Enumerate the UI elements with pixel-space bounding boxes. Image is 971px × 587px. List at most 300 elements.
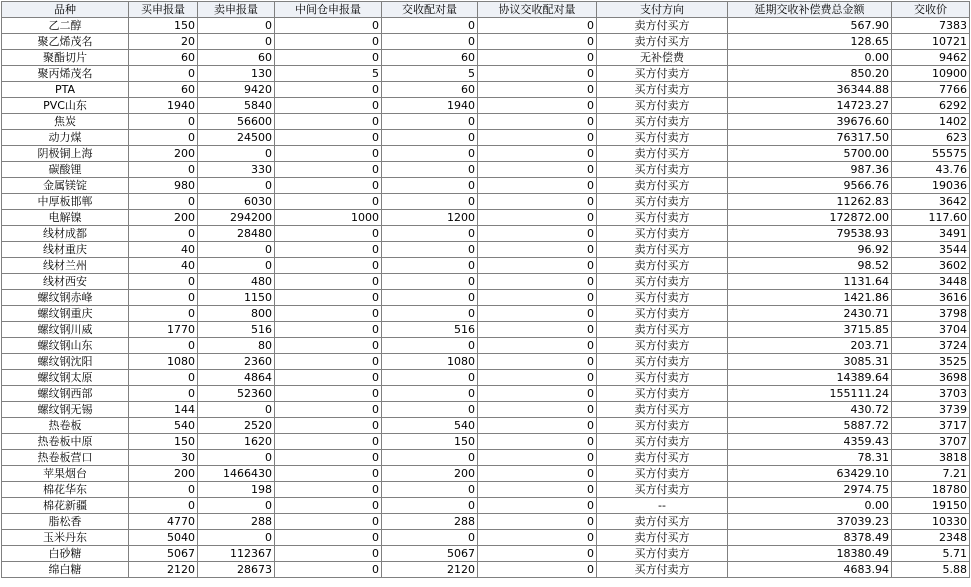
cell-payment-direction: 卖方付买方 [597, 450, 728, 466]
cell-agreement-matched: 0 [478, 386, 597, 402]
cell-deferred-compensation-total: 39676.60 [728, 114, 892, 130]
cell-intermediate-declared: 5 [275, 66, 382, 82]
cell-variety: 螺纹钢重庆 [2, 306, 129, 322]
cell-payment-direction: 买方付卖方 [597, 434, 728, 450]
cell-sell-declared: 2520 [198, 418, 275, 434]
cell-agreement-matched: 0 [478, 530, 597, 546]
cell-sell-declared: 4864 [198, 370, 275, 386]
cell-deferred-compensation-total: 1131.64 [728, 274, 892, 290]
cell-intermediate-declared: 0 [275, 50, 382, 66]
cell-sell-declared: 0 [198, 530, 275, 546]
cell-deferred-compensation-total: 850.20 [728, 66, 892, 82]
cell-agreement-matched: 0 [478, 466, 597, 482]
cell-buy-declared: 2120 [129, 562, 198, 578]
cell-intermediate-declared: 0 [275, 146, 382, 162]
cell-variety: 螺纹钢山东 [2, 338, 129, 354]
cell-delivery-price: 3616 [892, 290, 970, 306]
cell-buy-declared: 200 [129, 210, 198, 226]
cell-delivery-matched: 0 [382, 258, 478, 274]
cell-deferred-compensation-total: 79538.93 [728, 226, 892, 242]
cell-payment-direction: 卖方付买方 [597, 146, 728, 162]
cell-variety: 螺纹钢赤峰 [2, 290, 129, 306]
cell-delivery-price: 5.71 [892, 546, 970, 562]
cell-buy-declared: 150 [129, 18, 198, 34]
cell-intermediate-declared: 0 [275, 338, 382, 354]
table-row [2, 322, 970, 338]
cell-payment-direction: 买方付卖方 [597, 466, 728, 482]
cell-variety: 螺纹钢西部 [2, 386, 129, 402]
cell-delivery-price: 43.76 [892, 162, 970, 178]
cell-delivery-price: 3491 [892, 226, 970, 242]
cell-agreement-matched: 0 [478, 418, 597, 434]
table-row [2, 242, 970, 258]
cell-deferred-compensation-total: 5887.72 [728, 418, 892, 434]
cell-delivery-price: 10721 [892, 34, 970, 50]
cell-sell-declared: 198 [198, 482, 275, 498]
table-row [2, 498, 970, 514]
cell-buy-declared: 5067 [129, 546, 198, 562]
cell-delivery-price: 117.60 [892, 210, 970, 226]
cell-payment-direction: 买方付卖方 [597, 546, 728, 562]
cell-deferred-compensation-total: 14389.64 [728, 370, 892, 386]
table-row [2, 306, 970, 322]
cell-buy-declared: 0 [129, 226, 198, 242]
cell-delivery-matched: 0 [382, 402, 478, 418]
cell-payment-direction: 买方付卖方 [597, 226, 728, 242]
table-row [2, 546, 970, 562]
cell-variety: 动力煤 [2, 130, 129, 146]
cell-buy-declared: 20 [129, 34, 198, 50]
cell-delivery-price: 6292 [892, 98, 970, 114]
cell-delivery-matched: 0 [382, 178, 478, 194]
cell-intermediate-declared: 0 [275, 562, 382, 578]
column-header-delivery-matched[interactable]: 交收配对量 [382, 2, 478, 18]
cell-intermediate-declared: 0 [275, 498, 382, 514]
cell-payment-direction: 卖方付买方 [597, 18, 728, 34]
cell-variety: 苹果烟台 [2, 466, 129, 482]
cell-variety: 脂松香 [2, 514, 129, 530]
cell-sell-declared: 480 [198, 274, 275, 290]
cell-payment-direction: 卖方付买方 [597, 258, 728, 274]
cell-variety: 电解镍 [2, 210, 129, 226]
cell-delivery-price: 7383 [892, 18, 970, 34]
cell-deferred-compensation-total: 37039.23 [728, 514, 892, 530]
cell-intermediate-declared: 0 [275, 306, 382, 322]
table-row [2, 402, 970, 418]
cell-sell-declared: 5840 [198, 98, 275, 114]
cell-delivery-price: 3818 [892, 450, 970, 466]
cell-variety: 线材西安 [2, 274, 129, 290]
cell-payment-direction: 买方付卖方 [597, 370, 728, 386]
cell-delivery-matched: 60 [382, 82, 478, 98]
cell-payment-direction: 买方付卖方 [597, 386, 728, 402]
cell-delivery-price: 9462 [892, 50, 970, 66]
cell-buy-declared: 30 [129, 450, 198, 466]
cell-intermediate-declared: 0 [275, 114, 382, 130]
cell-delivery-matched: 0 [382, 498, 478, 514]
cell-sell-declared: 60 [198, 50, 275, 66]
settlement-table [1, 1, 970, 578]
cell-delivery-price: 7766 [892, 82, 970, 98]
cell-payment-direction: 卖方付买方 [597, 402, 728, 418]
table-row [2, 274, 970, 290]
cell-deferred-compensation-total: 8378.49 [728, 530, 892, 546]
cell-variety: 螺纹钢太原 [2, 370, 129, 386]
cell-sell-declared: 800 [198, 306, 275, 322]
column-header-variety[interactable]: 品种 [2, 2, 129, 18]
cell-delivery-matched: 540 [382, 418, 478, 434]
cell-deferred-compensation-total: 203.71 [728, 338, 892, 354]
cell-delivery-matched: 0 [382, 34, 478, 50]
cell-intermediate-declared: 0 [275, 546, 382, 562]
cell-intermediate-declared: 0 [275, 290, 382, 306]
cell-payment-direction: 买方付卖方 [597, 562, 728, 578]
cell-intermediate-declared: 0 [275, 530, 382, 546]
cell-payment-direction: 卖方付买方 [597, 322, 728, 338]
cell-delivery-matched: 0 [382, 482, 478, 498]
cell-buy-declared: 1080 [129, 354, 198, 370]
cell-intermediate-declared: 0 [275, 402, 382, 418]
cell-delivery-price: 1402 [892, 114, 970, 130]
cell-variety: 棉花新疆 [2, 498, 129, 514]
cell-intermediate-declared: 0 [275, 418, 382, 434]
cell-buy-declared: 1770 [129, 322, 198, 338]
cell-variety: PVC山东 [2, 98, 129, 114]
cell-intermediate-declared: 0 [275, 450, 382, 466]
cell-delivery-matched: 0 [382, 530, 478, 546]
cell-agreement-matched: 0 [478, 482, 597, 498]
cell-delivery-matched: 0 [382, 386, 478, 402]
cell-delivery-price: 3525 [892, 354, 970, 370]
cell-intermediate-declared: 0 [275, 194, 382, 210]
cell-variety: PTA [2, 82, 129, 98]
cell-delivery-matched: 5067 [382, 546, 478, 562]
table-row [2, 450, 970, 466]
cell-agreement-matched: 0 [478, 210, 597, 226]
cell-payment-direction: 买方付卖方 [597, 306, 728, 322]
cell-intermediate-declared: 0 [275, 226, 382, 242]
cell-sell-declared: 516 [198, 322, 275, 338]
table-row [2, 386, 970, 402]
cell-variety: 线材成都 [2, 226, 129, 242]
cell-variety: 棉花华东 [2, 482, 129, 498]
cell-agreement-matched: 0 [478, 50, 597, 66]
cell-deferred-compensation-total: 430.72 [728, 402, 892, 418]
column-header-buy-declared[interactable]: 买申报量 [129, 2, 198, 18]
cell-deferred-compensation-total: 567.90 [728, 18, 892, 34]
cell-delivery-matched: 0 [382, 18, 478, 34]
cell-intermediate-declared: 0 [275, 386, 382, 402]
table-row [2, 562, 970, 578]
cell-payment-direction: 买方付卖方 [597, 82, 728, 98]
cell-deferred-compensation-total: 172872.00 [728, 210, 892, 226]
cell-agreement-matched: 0 [478, 274, 597, 290]
table-row [2, 434, 970, 450]
cell-buy-declared: 0 [129, 194, 198, 210]
column-header-sell-declared[interactable]: 卖申报量 [198, 2, 275, 18]
cell-delivery-price: 3724 [892, 338, 970, 354]
cell-payment-direction: 买方付卖方 [597, 130, 728, 146]
cell-variety: 中厚板邯郸 [2, 194, 129, 210]
cell-intermediate-declared: 0 [275, 354, 382, 370]
cell-buy-declared: 540 [129, 418, 198, 434]
table-body [2, 18, 970, 578]
cell-delivery-price: 3448 [892, 274, 970, 290]
cell-agreement-matched: 0 [478, 130, 597, 146]
cell-sell-declared: 330 [198, 162, 275, 178]
cell-deferred-compensation-total: 4359.43 [728, 434, 892, 450]
table-row [2, 530, 970, 546]
cell-payment-direction: 卖方付买方 [597, 34, 728, 50]
cell-deferred-compensation-total: 14723.27 [728, 98, 892, 114]
cell-buy-declared: 0 [129, 274, 198, 290]
cell-intermediate-declared: 0 [275, 130, 382, 146]
cell-variety: 白砂糖 [2, 546, 129, 562]
cell-variety: 玉米丹东 [2, 530, 129, 546]
cell-payment-direction: 卖方付买方 [597, 530, 728, 546]
cell-variety: 乙二醇 [2, 18, 129, 34]
table-row [2, 482, 970, 498]
table-row [2, 98, 970, 114]
cell-delivery-matched: 2120 [382, 562, 478, 578]
column-header-delivery-price[interactable]: 交收价 [892, 2, 970, 18]
cell-delivery-matched: 0 [382, 370, 478, 386]
table-row [2, 194, 970, 210]
cell-intermediate-declared: 0 [275, 434, 382, 450]
cell-payment-direction: 买方付卖方 [597, 210, 728, 226]
cell-agreement-matched: 0 [478, 354, 597, 370]
cell-agreement-matched: 0 [478, 546, 597, 562]
cell-delivery-price: 3704 [892, 322, 970, 338]
cell-intermediate-declared: 0 [275, 466, 382, 482]
cell-sell-declared: 0 [198, 242, 275, 258]
cell-delivery-matched: 150 [382, 434, 478, 450]
cell-agreement-matched: 0 [478, 226, 597, 242]
cell-deferred-compensation-total: 36344.88 [728, 82, 892, 98]
cell-buy-declared: 1940 [129, 98, 198, 114]
cell-agreement-matched: 0 [478, 178, 597, 194]
cell-variety: 螺纹钢川威 [2, 322, 129, 338]
cell-sell-declared: 1150 [198, 290, 275, 306]
cell-agreement-matched: 0 [478, 242, 597, 258]
cell-agreement-matched: 0 [478, 194, 597, 210]
cell-agreement-matched: 0 [478, 146, 597, 162]
cell-payment-direction: 买方付卖方 [597, 274, 728, 290]
cell-delivery-price: 3602 [892, 258, 970, 274]
cell-variety: 碳酸锂 [2, 162, 129, 178]
cell-agreement-matched: 0 [478, 34, 597, 50]
cell-intermediate-declared: 1000 [275, 210, 382, 226]
cell-intermediate-declared: 0 [275, 82, 382, 98]
cell-variety: 热卷板中原 [2, 434, 129, 450]
cell-deferred-compensation-total: 76317.50 [728, 130, 892, 146]
cell-agreement-matched: 0 [478, 370, 597, 386]
cell-agreement-matched: 0 [478, 562, 597, 578]
table-row [2, 162, 970, 178]
cell-delivery-matched: 516 [382, 322, 478, 338]
cell-intermediate-declared: 0 [275, 322, 382, 338]
cell-deferred-compensation-total: 11262.83 [728, 194, 892, 210]
cell-deferred-compensation-total: 3085.31 [728, 354, 892, 370]
cell-deferred-compensation-total: 96.92 [728, 242, 892, 258]
cell-variety: 绵白糖 [2, 562, 129, 578]
cell-payment-direction: 卖方付买方 [597, 514, 728, 530]
cell-buy-declared: 4770 [129, 514, 198, 530]
cell-deferred-compensation-total: 63429.10 [728, 466, 892, 482]
cell-buy-declared: 150 [129, 434, 198, 450]
cell-payment-direction: 卖方付买方 [597, 242, 728, 258]
cell-sell-declared: 0 [198, 34, 275, 50]
table-row [2, 146, 970, 162]
cell-delivery-price: 623 [892, 130, 970, 146]
cell-intermediate-declared: 0 [275, 258, 382, 274]
cell-intermediate-declared: 0 [275, 98, 382, 114]
cell-sell-declared: 28673 [198, 562, 275, 578]
cell-buy-declared: 0 [129, 162, 198, 178]
table-row [2, 354, 970, 370]
cell-deferred-compensation-total: 0.00 [728, 50, 892, 66]
cell-payment-direction: 卖方付买方 [597, 178, 728, 194]
cell-deferred-compensation-total: 1421.86 [728, 290, 892, 306]
cell-sell-declared: 1620 [198, 434, 275, 450]
cell-deferred-compensation-total: 2974.75 [728, 482, 892, 498]
cell-delivery-matched: 1080 [382, 354, 478, 370]
column-header-deferred-compensation-total[interactable]: 延期交收补偿费总金额 [728, 2, 892, 18]
cell-delivery-price: 3642 [892, 194, 970, 210]
cell-deferred-compensation-total: 4683.94 [728, 562, 892, 578]
cell-sell-declared: 28480 [198, 226, 275, 242]
table-row [2, 50, 970, 66]
table-row [2, 82, 970, 98]
cell-variety: 线材重庆 [2, 242, 129, 258]
cell-variety: 金属镁锭 [2, 178, 129, 194]
cell-deferred-compensation-total: 987.36 [728, 162, 892, 178]
cell-deferred-compensation-total: 98.52 [728, 258, 892, 274]
cell-agreement-matched: 0 [478, 514, 597, 530]
cell-delivery-price: 3739 [892, 402, 970, 418]
cell-buy-declared: 0 [129, 370, 198, 386]
cell-variety: 阴极铜上海 [2, 146, 129, 162]
cell-buy-declared: 0 [129, 66, 198, 82]
table-row [2, 514, 970, 530]
cell-deferred-compensation-total: 78.31 [728, 450, 892, 466]
cell-agreement-matched: 0 [478, 114, 597, 130]
cell-deferred-compensation-total: 9566.76 [728, 178, 892, 194]
cell-sell-declared: 1466430 [198, 466, 275, 482]
cell-sell-declared: 80 [198, 338, 275, 354]
cell-sell-declared: 0 [198, 258, 275, 274]
column-header-payment-direction[interactable]: 支付方向 [597, 2, 728, 18]
table-row [2, 66, 970, 82]
cell-buy-declared: 40 [129, 258, 198, 274]
cell-variety: 线材兰州 [2, 258, 129, 274]
table-row [2, 226, 970, 242]
table-row [2, 370, 970, 386]
cell-intermediate-declared: 0 [275, 514, 382, 530]
cell-buy-declared: 0 [129, 290, 198, 306]
cell-deferred-compensation-total: 155111.24 [728, 386, 892, 402]
cell-delivery-matched: 1200 [382, 210, 478, 226]
cell-payment-direction: 买方付卖方 [597, 354, 728, 370]
cell-delivery-price: 3703 [892, 386, 970, 402]
cell-delivery-price: 5.88 [892, 562, 970, 578]
cell-variety: 螺纹钢沈阳 [2, 354, 129, 370]
cell-deferred-compensation-total: 0.00 [728, 498, 892, 514]
table-row [2, 34, 970, 50]
cell-variety: 聚乙烯茂名 [2, 34, 129, 50]
cell-delivery-matched: 0 [382, 450, 478, 466]
cell-buy-declared: 0 [129, 114, 198, 130]
cell-payment-direction: 买方付卖方 [597, 482, 728, 498]
cell-buy-declared: 200 [129, 146, 198, 162]
table-row [2, 258, 970, 274]
cell-payment-direction: -- [597, 498, 728, 514]
cell-agreement-matched: 0 [478, 434, 597, 450]
cell-variety: 热卷板 [2, 418, 129, 434]
cell-delivery-matched: 0 [382, 338, 478, 354]
cell-sell-declared: 52360 [198, 386, 275, 402]
cell-delivery-price: 3698 [892, 370, 970, 386]
cell-variety: 焦炭 [2, 114, 129, 130]
cell-deferred-compensation-total: 18380.49 [728, 546, 892, 562]
cell-delivery-matched: 60 [382, 50, 478, 66]
cell-delivery-price: 2348 [892, 530, 970, 546]
cell-agreement-matched: 0 [478, 322, 597, 338]
cell-deferred-compensation-total: 3715.85 [728, 322, 892, 338]
cell-agreement-matched: 0 [478, 290, 597, 306]
cell-agreement-matched: 0 [478, 306, 597, 322]
column-header-intermediate-declared[interactable]: 中间仓申报量 [275, 2, 382, 18]
cell-buy-declared: 0 [129, 482, 198, 498]
cell-buy-declared: 0 [129, 498, 198, 514]
table-row [2, 210, 970, 226]
cell-delivery-price: 55575 [892, 146, 970, 162]
cell-buy-declared: 40 [129, 242, 198, 258]
cell-payment-direction: 买方付卖方 [597, 418, 728, 434]
table-row [2, 178, 970, 194]
table-row [2, 418, 970, 434]
cell-delivery-matched: 0 [382, 194, 478, 210]
cell-sell-declared: 24500 [198, 130, 275, 146]
cell-buy-declared: 0 [129, 386, 198, 402]
table-row [2, 338, 970, 354]
cell-variety: 聚丙烯茂名 [2, 66, 129, 82]
cell-intermediate-declared: 0 [275, 370, 382, 386]
cell-delivery-price: 3798 [892, 306, 970, 322]
cell-variety: 聚酯切片 [2, 50, 129, 66]
cell-intermediate-declared: 0 [275, 274, 382, 290]
cell-sell-declared: 6030 [198, 194, 275, 210]
cell-agreement-matched: 0 [478, 450, 597, 466]
cell-sell-declared: 0 [198, 178, 275, 194]
cell-delivery-price: 10330 [892, 514, 970, 530]
cell-delivery-matched: 200 [382, 466, 478, 482]
cell-sell-declared: 56600 [198, 114, 275, 130]
cell-intermediate-declared: 0 [275, 34, 382, 50]
cell-sell-declared: 294200 [198, 210, 275, 226]
cell-sell-declared: 0 [198, 498, 275, 514]
cell-sell-declared: 0 [198, 18, 275, 34]
table-row [2, 18, 970, 34]
cell-delivery-price: 19036 [892, 178, 970, 194]
cell-deferred-compensation-total: 5700.00 [728, 146, 892, 162]
cell-payment-direction: 买方付卖方 [597, 114, 728, 130]
cell-payment-direction: 买方付卖方 [597, 66, 728, 82]
cell-payment-direction: 买方付卖方 [597, 338, 728, 354]
cell-agreement-matched: 0 [478, 18, 597, 34]
cell-agreement-matched: 0 [478, 402, 597, 418]
column-header-agreement-matched[interactable]: 协议交收配对量 [478, 2, 597, 18]
